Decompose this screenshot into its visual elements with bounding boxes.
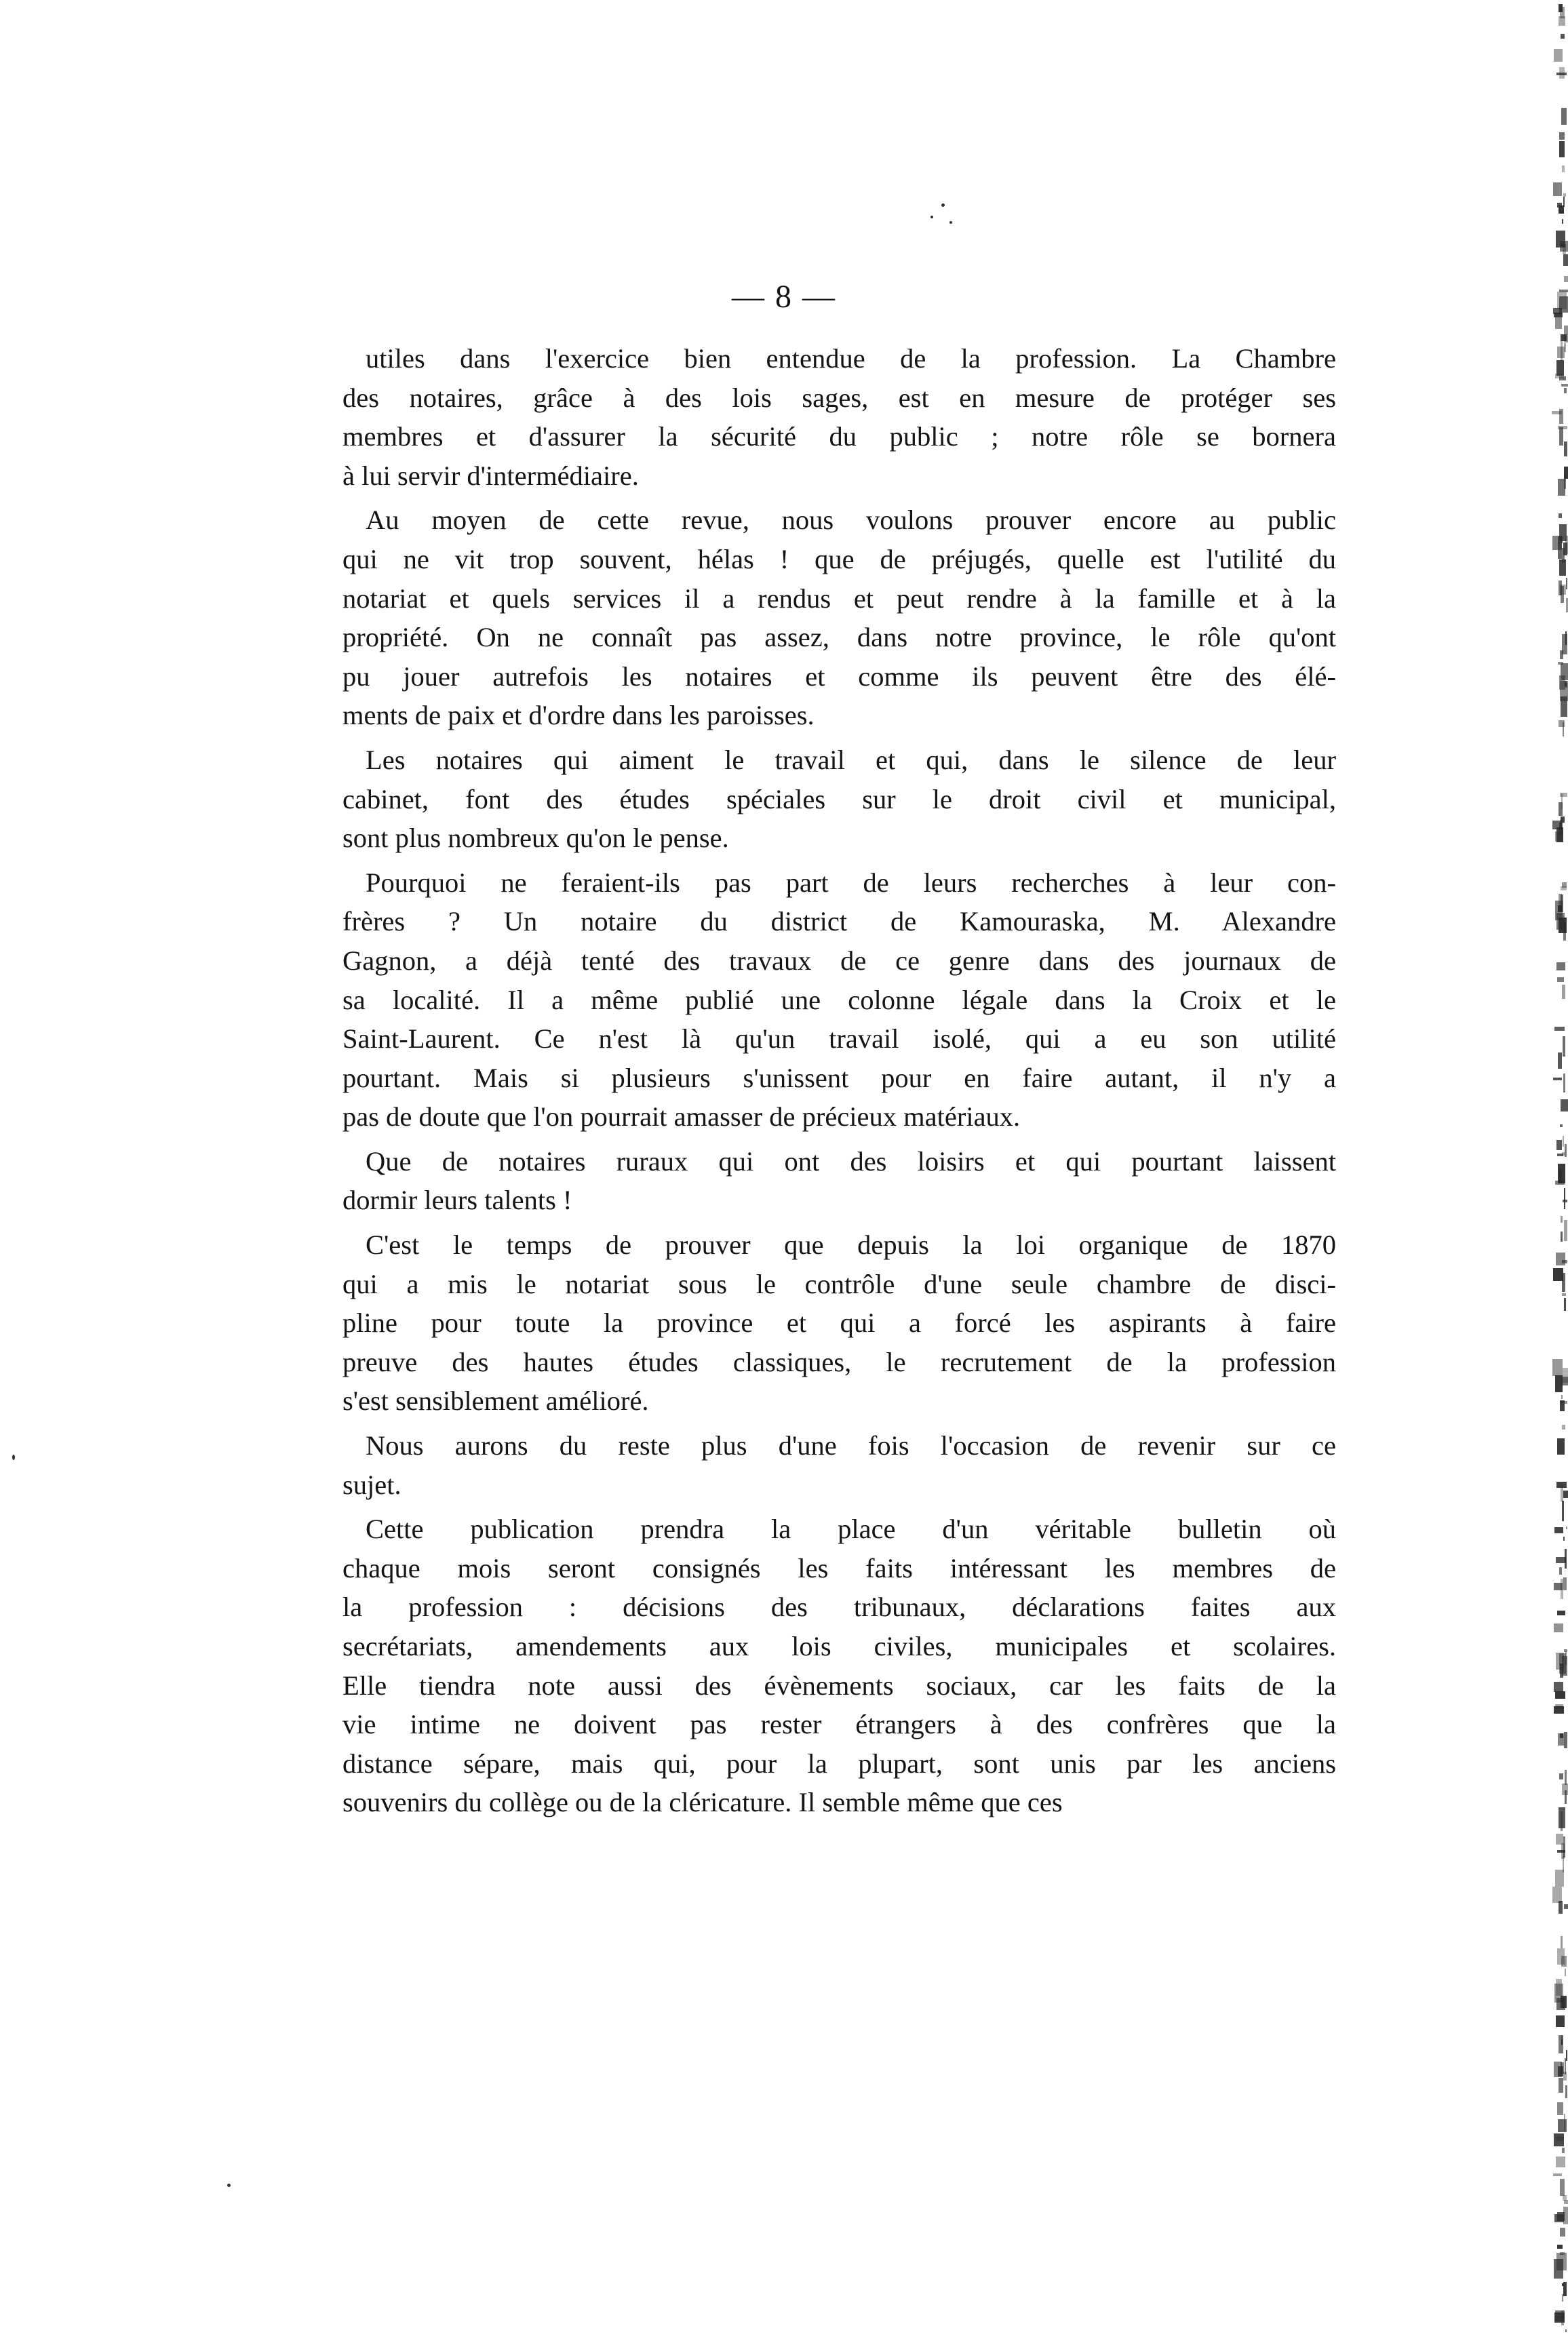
text-line: cabinet, font des études spéciales sur le droit civil et municipal, (342, 783, 1336, 814)
scan-noise-mark (1561, 1216, 1563, 1223)
scan-noise-mark (1557, 2102, 1563, 2115)
scan-noise-mark (1554, 1623, 1563, 1632)
scan-noise-mark (1564, 1904, 1568, 1909)
scan-noise-mark (1563, 2195, 1567, 2201)
scan-noise-mark (1559, 513, 1562, 518)
scan-noise-mark (1566, 1527, 1567, 1529)
scan-noise-mark (1564, 1220, 1567, 1241)
text-line: preuve des hautes études classiques, le recrutement de la profession (342, 1346, 1336, 1377)
scan-noise-mark (1556, 962, 1565, 970)
scan-speck (227, 2184, 231, 2187)
scan-noise-mark (1564, 388, 1567, 393)
text-line: s'est sensiblement amélioré. (342, 1385, 649, 1417)
page-number: — 8 — (732, 279, 836, 315)
scan-speck (941, 203, 945, 207)
scan-noise-mark (1553, 308, 1562, 314)
text-line: des notaires, grâce à des lois sages, est en mesure de protéger ses (342, 382, 1336, 413)
text-line: Que de notaires ruraux qui ont des loisirs et qui pourtant laissent (366, 1145, 1336, 1177)
text-line: dormir leurs talents ! (342, 1185, 572, 1216)
text-line: qui ne vit trop souvent, hélas ! que de préjugés, quelle est l'utilité du (342, 543, 1336, 574)
paragraph (342, 741, 1336, 858)
scan-noise-mark (1553, 2173, 1562, 2176)
scan-noise-mark (1564, 1732, 1567, 1748)
text-line: membres et d'assurer la sécurité du public ; notre rôle se bornera (342, 421, 1336, 452)
text-line: pline pour toute la province et qui a forcé les aspirants à faire (342, 1307, 1336, 1339)
scan-noise-mark (1558, 1733, 1564, 1746)
scan-noise-mark (1553, 1268, 1563, 1281)
scan-noise-mark (1561, 2035, 1563, 2045)
text-line: frères ? Un notaire du district de Kamouraska, M. Alexandre (342, 906, 1336, 937)
text-line: à lui servir d'intermédiaire. (342, 460, 639, 491)
text-line: Elle tiendra note aussi des évènements sociaux, car les faits de la (342, 1670, 1336, 1701)
text-line: chaque mois seront consignés les faits intéressant les membres de (342, 1552, 1336, 1583)
text-line: souvenirs du collège ou de la cléricature. Il semble même que ces (342, 1787, 1063, 1818)
scan-noise-mark (1563, 254, 1568, 266)
scan-speck (12, 1455, 15, 1460)
scan-noise-mark (1555, 374, 1564, 378)
text-line: pas de doute que l'on pourrait amasser de précieux matériaux. (342, 1101, 1021, 1133)
scan-noise-mark (1560, 2179, 1565, 2196)
text-line: pu jouer autrefois les notaires et comme ils peuvent être des élé- (342, 661, 1336, 692)
scan-noise-mark (1561, 1401, 1567, 1404)
scan-noise-mark (1562, 219, 1563, 224)
scan-noise-mark (1565, 2085, 1567, 2098)
scan-noise-mark (1562, 985, 1565, 999)
scan-noise-mark (1556, 2015, 1565, 2027)
text-line: notariat et quels services il a rendus et peut rendre à la famille et à la (342, 583, 1336, 614)
scan-noise-mark (1565, 1770, 1567, 1785)
scan-noise-mark (1559, 290, 1568, 292)
text-line: propriété. On ne connaît pas assez, dans notre province, le rôle qu'ont (342, 622, 1336, 653)
scan-noise-mark (1558, 426, 1567, 429)
scan-noise-mark (1560, 2228, 1565, 2237)
scan-noise-mark (1561, 1232, 1563, 1242)
scan-noise-mark (1562, 1425, 1565, 1430)
scan-noise-mark (1553, 1078, 1562, 1080)
scan-noise-mark (1556, 1557, 1566, 1563)
paragraph (342, 1510, 1336, 1822)
scan-noise-mark (1554, 1527, 1563, 1533)
scan-noise-mark (1564, 2114, 1565, 2131)
scan-edge-strip (1544, 0, 1568, 2343)
scan-noise-mark (1556, 1253, 1565, 1265)
scan-noise-mark (1561, 384, 1568, 387)
text-line: sa localité. Il a même publié une colonne légale dans la Croix et le (342, 984, 1336, 1015)
text-line: sujet. (342, 1469, 401, 1500)
paragraph (342, 863, 1336, 1137)
scan-noise-mark (1558, 662, 1563, 665)
scan-noise-mark (1563, 1856, 1564, 1872)
scan-noise-mark (1557, 2212, 1565, 2221)
text-line: Cette publication prendra la place d'un véritable bulletin où (366, 1514, 1336, 1545)
scan-noise-mark (1561, 1936, 1563, 1948)
scan-noise-mark (1561, 1811, 1563, 1831)
scan-noise-mark (1557, 1154, 1563, 1156)
scan-noise-mark (1559, 427, 1563, 446)
scan-noise-mark (1558, 2119, 1567, 2132)
scan-noise-mark (1559, 1773, 1563, 1779)
scan-noise-mark (1552, 1359, 1563, 1376)
scan-noise-mark (1558, 536, 1563, 543)
scan-noise-mark (1563, 1537, 1565, 1541)
scan-noise-mark (1563, 1491, 1568, 1498)
scan-speck (949, 221, 952, 224)
scan-noise-mark (1558, 479, 1565, 496)
scan-noise-mark (1559, 409, 1563, 424)
scan-noise-mark (1556, 73, 1567, 75)
scan-noise-mark (1559, 1169, 1562, 1183)
scan-noise-mark (1565, 1969, 1566, 1976)
scan-noise-mark (1564, 1298, 1566, 1311)
scan-noise-mark (1564, 276, 1568, 282)
scan-noise-mark (1566, 578, 1567, 589)
scan-noise-mark (1559, 675, 1565, 690)
scan-noise-mark (1561, 334, 1567, 341)
scan-noise-mark (1563, 197, 1565, 207)
scan-noise-mark (1556, 2157, 1565, 2167)
scan-noise-mark (1562, 165, 1565, 172)
text-line: sont plus nombreux qu'on le pense. (342, 823, 729, 854)
scan-noise-mark (1560, 1124, 1563, 1127)
scan-noise-mark (1561, 1996, 1567, 2008)
text-line: Gagnon, a déjà tenté des travaux de ce genre dans des journaux de (342, 945, 1336, 976)
body-text (342, 339, 1336, 1822)
scan-noise-mark (1555, 1375, 1563, 1392)
scan-noise-mark (1563, 1577, 1567, 1590)
scan-noise-mark (1563, 1836, 1565, 1857)
scan-noise-mark (1557, 1611, 1565, 1615)
scan-noise-mark (1557, 1948, 1565, 1965)
scan-noise-mark (1561, 108, 1567, 125)
scan-noise-mark (1563, 722, 1564, 736)
paragraph (342, 1225, 1336, 1421)
scan-noise-mark (1564, 1188, 1565, 1209)
scan-noise-mark (1553, 182, 1562, 196)
scan-noise-mark (1563, 1074, 1565, 1092)
scan-noise-mark (1557, 347, 1565, 358)
scan-noise-mark (1554, 49, 1563, 62)
text-line: Les notaires qui aiment le travail et qui, dans le silence de leur (366, 744, 1336, 775)
text-line: utiles dans l'exercice bien entendue de la profession. La Chambre (366, 343, 1336, 374)
scan-noise-mark (1559, 894, 1562, 911)
scan-noise-mark (1552, 1887, 1562, 1903)
scan-noise-mark (1561, 243, 1563, 246)
scan-noise-mark (1559, 132, 1565, 140)
scan-noise-mark (1566, 2050, 1567, 2061)
scan-noise-mark (1559, 2078, 1563, 2093)
scan-noise-mark (1556, 1140, 1562, 1150)
scan-noise-mark (1562, 2148, 1565, 2153)
scan-noise-mark (1560, 2252, 1565, 2255)
scan-noise-mark (1561, 1395, 1563, 1399)
scan-noise-mark (1556, 1834, 1563, 1845)
text-line: Saint-Laurent. Ce n'est là qu'un travail isolé, qui a eu son utilité (342, 1023, 1336, 1055)
scan-noise-mark (1562, 2283, 1564, 2286)
scan-noise-mark (1562, 634, 1567, 654)
scan-noise-mark (1561, 34, 1565, 39)
text-line: vie intime ne doivent pas rester étrangers à des confrères que la (342, 1709, 1336, 1740)
scan-noise-mark (1554, 2312, 1565, 2323)
scan-noise-mark (1563, 2072, 1567, 2081)
text-line: C'est le temps de prouver que depuis la loi organique de 1870 (366, 1229, 1336, 1261)
scan-noise-mark (1563, 1036, 1565, 1057)
scan-noise-mark (1565, 1790, 1567, 1804)
text-line: distance sépare, mais qui, pour la plupart, sont unis par les anciens (342, 1748, 1336, 1779)
paragraph (342, 339, 1336, 495)
scan-noise-mark (1556, 2253, 1567, 2270)
text-line: la profession : décisions des tribunaux, déclarations faites aux (342, 1592, 1336, 1623)
scan-noise-mark (1562, 882, 1567, 888)
text-line: qui a mis le notariat sous le contrôle d'une seule chambre de disci- (342, 1268, 1336, 1299)
text-line: secrétariats, amendements aux lois civiles, municipales et scolaires. (342, 1631, 1336, 1661)
scan-noise-mark (1562, 1293, 1566, 1296)
scan-noise-mark (1556, 2136, 1564, 2141)
scan-noise-mark (1564, 441, 1567, 456)
scan-noise-mark (1557, 1438, 1565, 1455)
text-line: Au moyen de cette revue, nous voulons prouver encore au public (366, 505, 1336, 536)
paragraph (342, 1142, 1336, 1220)
text-line: Pourquoi ne feraient-ils pas part de leurs recherches à leur con- (366, 867, 1336, 898)
scan-noise-mark (1557, 1850, 1565, 1853)
scan-noise-mark (1561, 816, 1565, 823)
scan-noise-mark (1561, 1099, 1568, 1111)
text-line: pourtant. Mais si plusieurs s'unissent pour en faire autant, il n'y a (342, 1062, 1336, 1093)
scan-noise-mark (1562, 2294, 1563, 2302)
scan-noise-mark (1563, 1136, 1564, 1147)
scan-noise-mark (1561, 793, 1563, 809)
scan-noise-mark (1554, 1027, 1565, 1031)
paragraph (342, 500, 1336, 735)
scan-noise-mark (1555, 831, 1563, 842)
scan-noise-mark (1557, 977, 1564, 982)
scan-speck (930, 216, 933, 218)
text-line: ments de paix et d'ordre dans les paroisses. (342, 700, 815, 731)
scan-noise-mark (1560, 7, 1565, 18)
scan-noise-mark (1561, 1485, 1563, 1501)
scan-noise-mark (1554, 1583, 1563, 1590)
scan-noise-mark (1563, 922, 1566, 941)
paragraph (342, 1426, 1336, 1504)
scan-noise-mark (1559, 141, 1565, 157)
scan-noise-mark (1559, 559, 1566, 576)
scan-noise-mark (1555, 1691, 1565, 1699)
scan-noise-mark (1557, 2245, 1563, 2249)
scan-noise-mark (1562, 1501, 1564, 1521)
scan-noise-mark (1559, 580, 1562, 595)
scan-noise-mark (1555, 1704, 1563, 1709)
scan-noise-mark (1565, 2329, 1567, 2332)
scan-noise-mark (1562, 1656, 1567, 1676)
scan-noise-mark (1554, 2062, 1562, 2077)
scan-noise-mark (1558, 1052, 1562, 1069)
scan-noise-mark (1559, 1567, 1562, 1575)
text-line: Nous aurons du reste plus d'une fois l'occasion de revenir sur ce (366, 1430, 1336, 1461)
scan-noise-mark (1554, 1682, 1563, 1692)
